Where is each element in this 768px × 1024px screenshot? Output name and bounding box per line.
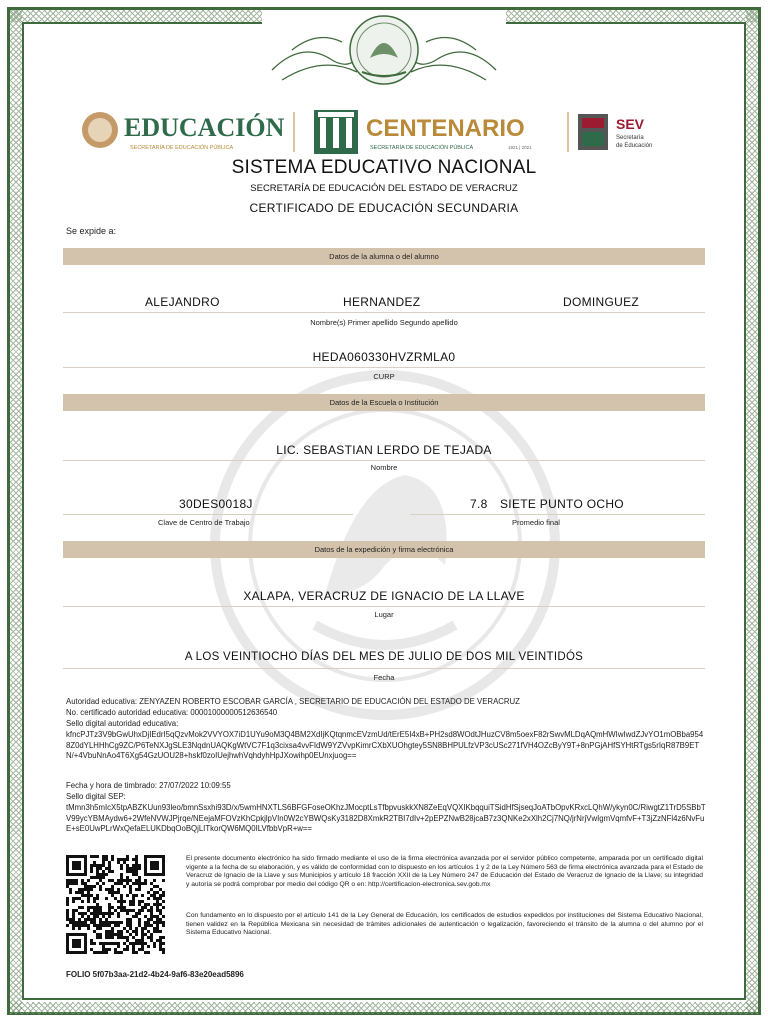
svg-text:Secretaría: Secretaría — [616, 135, 644, 141]
student-last-name-2: DOMINGUEZ — [563, 295, 640, 309]
institution-logos — [80, 104, 700, 160]
student-curp: HEDA060330HVZRMLA0 — [312, 350, 456, 364]
school-cct: 30DES0018J — [179, 497, 253, 511]
divider — [63, 312, 705, 313]
school-name-label: Nombre — [370, 463, 398, 472]
certificate-title: SISTEMA EDUCATIVO NACIONAL — [231, 157, 537, 178]
student-section-band: Datos de la alumna o del alumno — [63, 248, 705, 265]
svg-text:1921 | 2021: 1921 | 2021 — [508, 145, 532, 150]
authority-certificate-number: No. certificado autoridad educativa: 00001000000512636540 — [66, 708, 278, 717]
final-average-number: 7.8 — [470, 497, 488, 511]
border-pattern-bottom — [10, 1002, 758, 1014]
legal-notice-validity: Con fundamento en lo dispuesto por el artículo 141 de la Ley General de Educación, los certificados de estudios expedidos por instituciones del Sistema Educativo Nacional, tienen validez en la República Mexicana sin necesidad de trámites adicionales de autenticación o legalización, favoreciendo el tránsito de la alumna o del alumno por el Sistema Educativo Nacional. — [186, 912, 703, 937]
national-crest-ornament — [262, 10, 506, 90]
date-label: Fecha — [373, 673, 395, 682]
sep-seal-label: Sello digital SEP: — [66, 792, 126, 801]
svg-text:de Educación: de Educación — [616, 143, 653, 149]
stamp-datetime: Fecha y hora de timbrado: 27/07/2022 10:09:55 — [66, 781, 231, 790]
student-last-name-1: HERNANDEZ — [343, 295, 421, 309]
divider — [63, 668, 705, 669]
curp-label: CURP — [373, 372, 395, 381]
legal-notice-signature: El presente documento electrónico ha sido firmado mediante el uso de la firma electrónica avanzada por el servidor público competente, amparada por un certificado digital vigente a la fecha de su elaboración, y es válido de conformidad con lo dispuesto en los artículos 1 y 2 de la Ley Número 563 de firma electrónica avanzada para el Estado de Veracruz de Ignacio de la Llave y sus Municipios y artículo 18 fracción XXII de la Ley Número 247 de Educación del Estado de Veracruz de Ignacio de la Llave; su integridad y autoría se podrá comprobar por medio del código QR o en: http://certificacion-electronica.sev.gob.mx — [186, 855, 703, 888]
school-section-band: Datos de la Escuela o Institución — [63, 394, 705, 411]
place-label: Lugar — [374, 610, 394, 619]
issue-place: XALAPA, VERACRUZ DE IGNACIO DE LA LLAVE — [243, 589, 525, 603]
expedition-section-band: Datos de la expedición y firma electrónica — [63, 541, 705, 558]
expide-label: Se expide a: — [66, 226, 117, 236]
authority-seal-label: Sello digital autoridad educativa: — [66, 719, 179, 728]
svg-text:SEV: SEV — [616, 116, 645, 132]
divider — [63, 606, 705, 607]
divider — [63, 460, 705, 461]
student-first-name: ALEJANDRO — [145, 295, 220, 309]
final-average-text: SIETE PUNTO OCHO — [500, 497, 624, 511]
svg-text:SECRETARÍA DE EDUCACIÓN PÚBLIC: SECRETARÍA DE EDUCACIÓN PÚBLICA — [370, 145, 474, 151]
divider — [63, 514, 353, 515]
centenario-logo — [314, 110, 532, 154]
educational-authority: Autoridad educativa: ZENYAZEN ROBERTO ESCOBAR GARCÍA , SECRETARIO DE EDUCACIÓN DEL ESTADO DE VERACRUZ — [66, 697, 520, 706]
svg-text:EDUCACIÓN: EDUCACIÓN — [124, 113, 285, 142]
educacion-logo — [82, 112, 285, 151]
average-label: Promedio final — [512, 518, 560, 527]
school-name: LIC. SEBASTIAN LERDO DE TEJADA — [276, 443, 492, 457]
folio-number: FOLIO 5f07b3aa-21d2-4b24-9af6-83e20ead5896 — [66, 970, 244, 979]
issuing-secretariat: SECRETARÍA DE EDUCACIÓN DEL ESTADO DE VERACRUZ — [250, 183, 518, 194]
divider — [63, 367, 705, 368]
cct-label: Clave de Centro de Trabajo — [158, 518, 250, 527]
certificate-type: CERTIFICADO DE EDUCACIÓN SECUNDARIA — [249, 201, 519, 215]
sev-logo — [578, 114, 652, 150]
divider — [410, 514, 705, 515]
svg-text:SECRETARÍA DE EDUCACIÓN PÚBLIC: SECRETARÍA DE EDUCACIÓN PÚBLICA — [130, 145, 234, 151]
svg-text:CENTENARIO: CENTENARIO — [366, 115, 525, 142]
authority-digital-seal: kfncPJTz3V9bGwUhxDjIEdrI5qQzvMok2VVYOX7iD1UYu9oM3Q4BM2XdIjKQtqnmcEVzmUd/tErE5I4xB+PH2sd8WOdtJHuzCV8m5oexF82rSwvMLDqAQmHWIwIwdZJvYO1mOBba9548Z0dYLHHhCg9ZC/P6TeNXJgSLE3NqdnUAQKgWtVC7F1q3cixsa4vvFIdW9YZVvpKimrCXbXUOhgtey5SN8BHPULfzVP3cUSc271fVH4OZcByY9T+8nPGjAHfSYHtRTgs5rIqR87B9ETN/+4VbuNnAo4T6Xg54GzUOU28+hskf0zoIUejhwhVqhdyhHpJXowihp0EUnxjuog== — [66, 730, 704, 760]
issue-date: A LOS VEINTIOCHO DÍAS DEL MES DE JULIO DE DOS MIL VEINTIDÓS — [184, 651, 584, 663]
student-name-label: Nombre(s) Primer apellido Segundo apellido — [310, 318, 458, 327]
verification-qr-code[interactable] — [66, 855, 165, 954]
sep-digital-seal: tMmn3h5mIcX5tpABZKUun93leo/bmnSsxhi93D/x/5wmHNXTLS6BFGFoseOKhzJMocptLsTfbpvuskkXN8ZeEqVQXIKbqquiTSidHfSjseqJoATbOpvKRxcLQhW/ykyn0C/RiwgtZ1TrD5SBbTV99ycYBMAydw6+2WfeNVWJPjrqe/NEejaMFOVzKhCpkjlpVIn0W2cYBWQsKy3182D8XmkR2TBI7dIv+2pEPZNwB28jcaB7z3QNKe2xXlh2Cj7NQ/jrNrjVwIgmVqmfvF+T3jZzNFl4z6NvFuE+sE0UwPLrWxQefaELUKDbqOoBQjLITkorQW6MQ0ILVfbbVpR+w== — [66, 803, 706, 833]
